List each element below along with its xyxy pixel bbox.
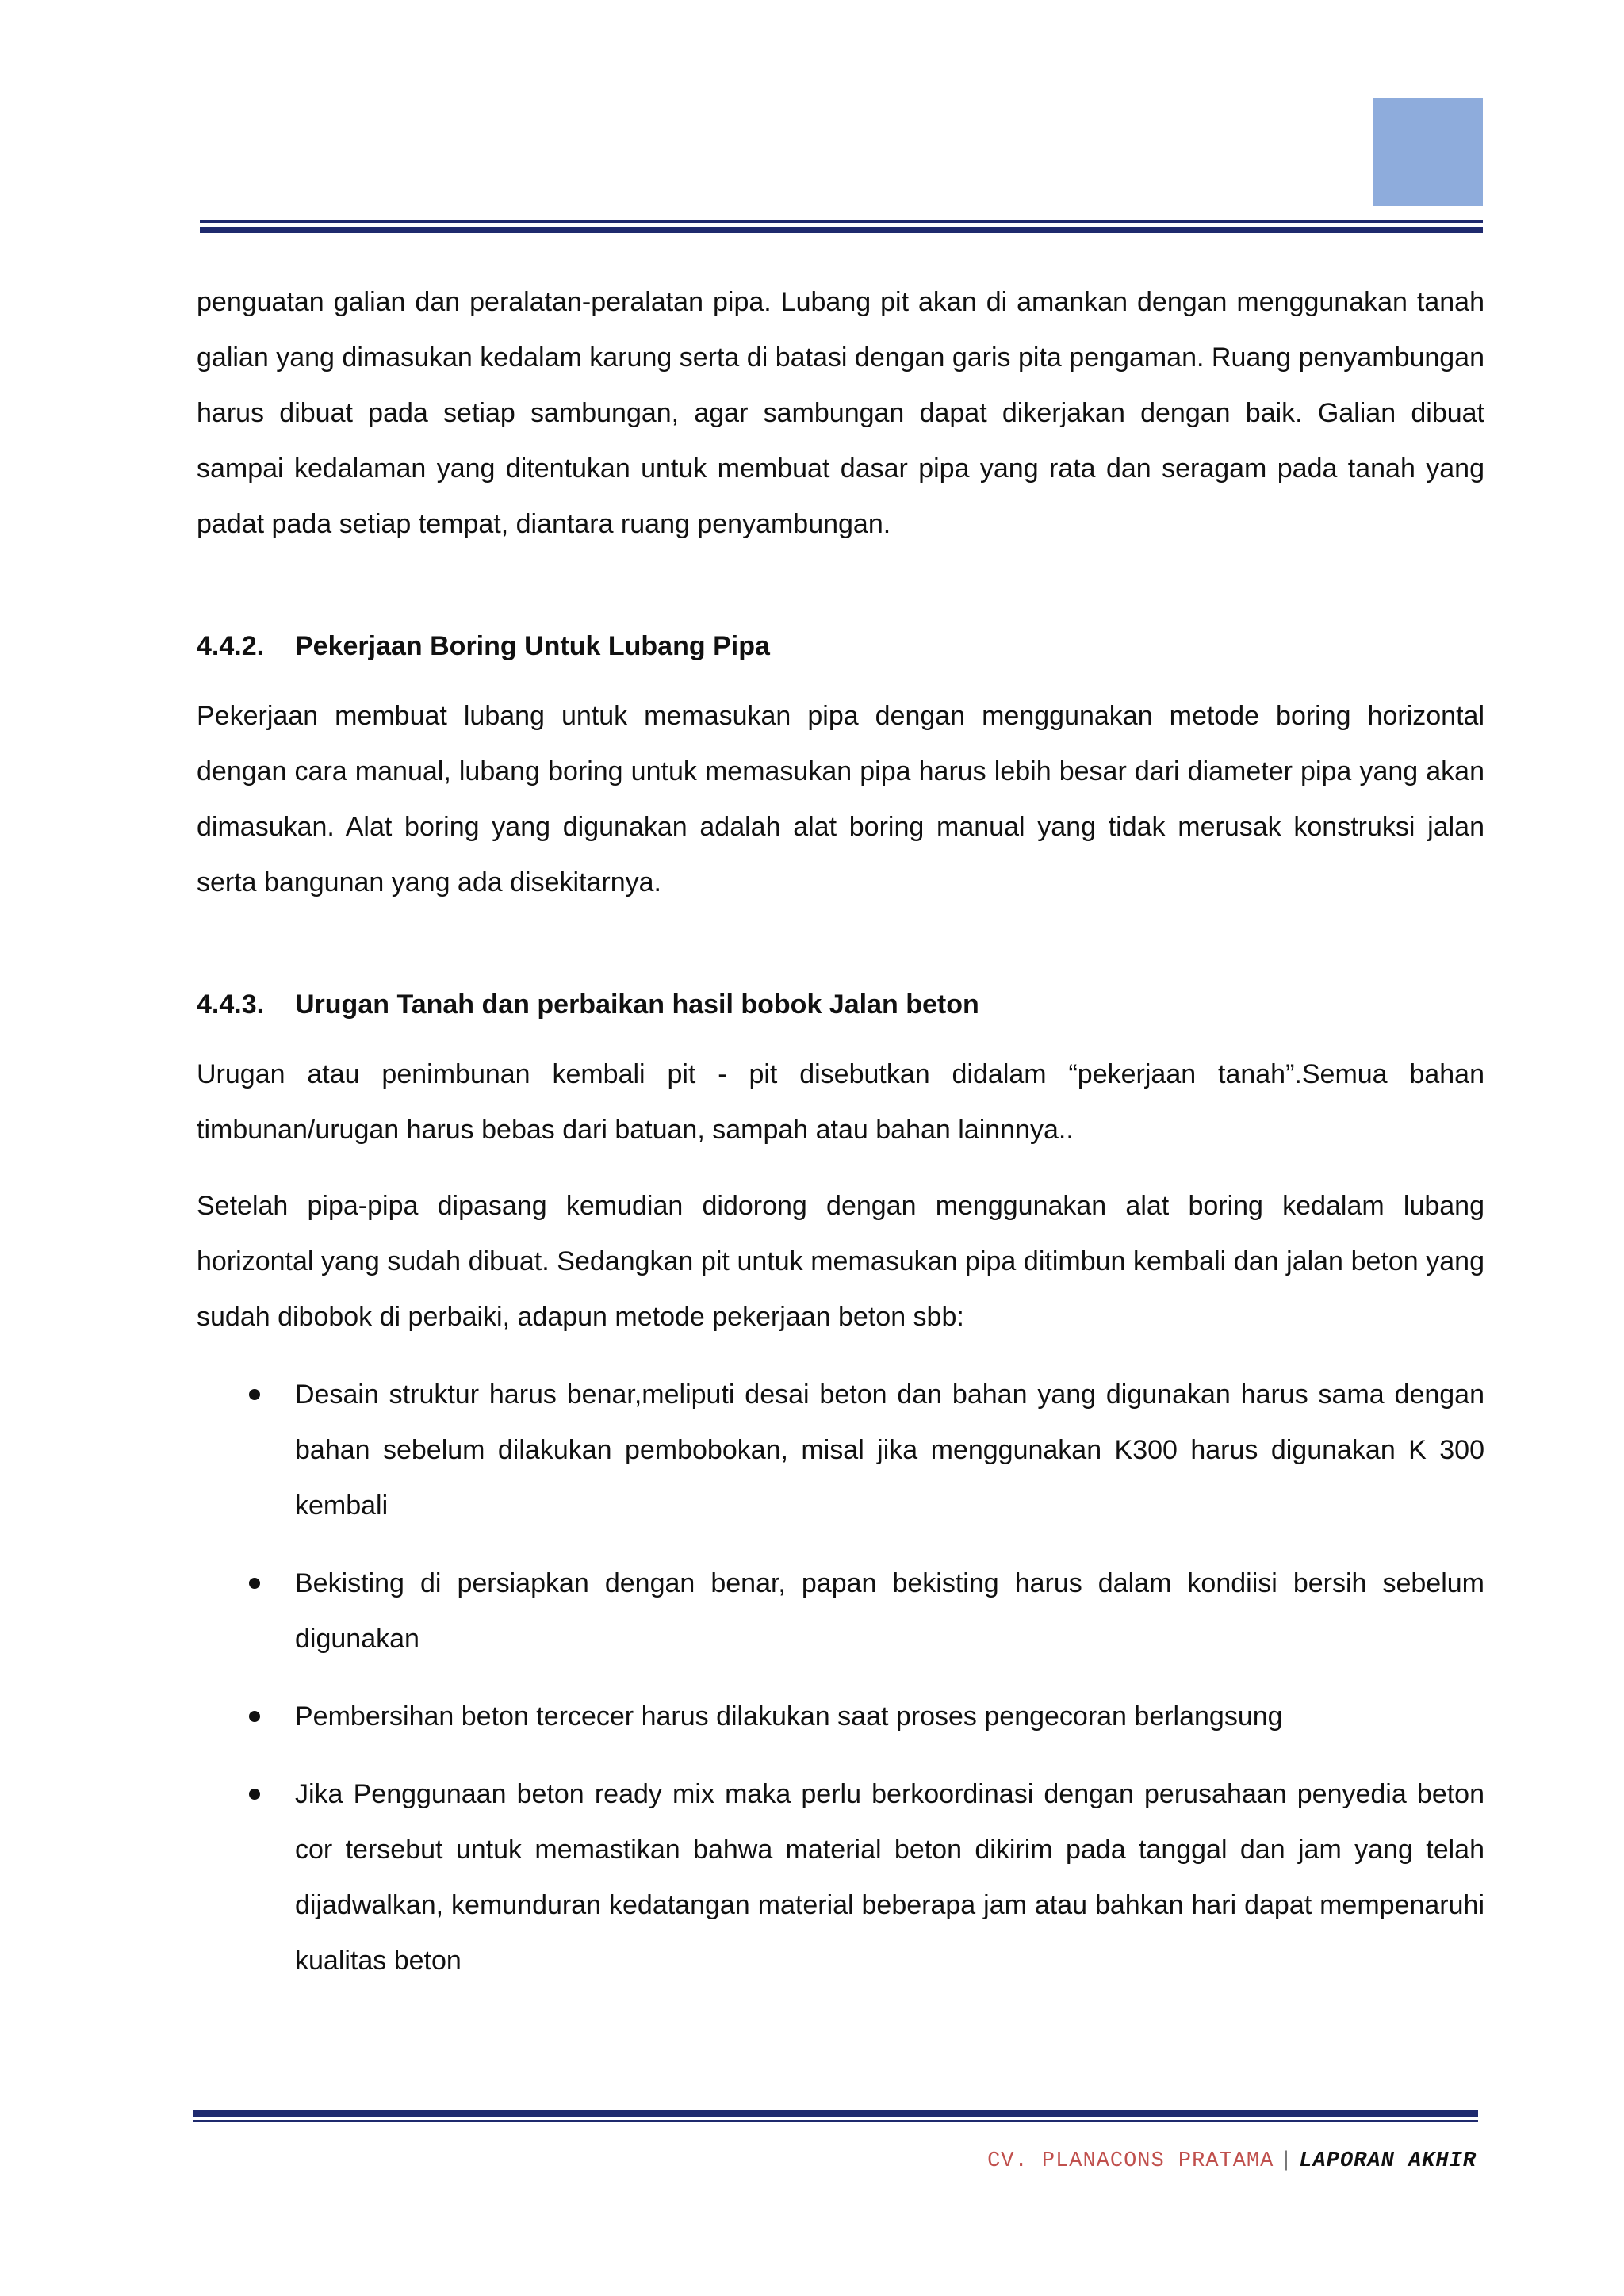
bullet-dot-icon	[249, 1711, 260, 1722]
section-title: Urugan Tanah dan perbaikan hasil bobok Jalan beton	[295, 989, 979, 1020]
header-rule	[200, 220, 1483, 221]
section-4-4-3-paragraph-1: Urugan atau penimbunan kembali pit - pit disebutkan didalam “pekerjaan tanah”.Semua bahan timbunan/urugan harus bebas dari batuan, sampah atau bahan lainnnya..	[197, 1059, 1484, 1145]
list-item-text: Desain struktur harus benar,meliputi desai beton dan bahan yang digunakan harus sama dengan bahan sebelum dilakukan pembobokan, misal jika menggunakan K300 harus digunakan K 300 kembali	[295, 1380, 1484, 1521]
footer-rule-thin	[193, 2120, 1478, 2122]
list-item	[197, 1556, 1484, 1667]
section-4-4-2-paragraph: Pekerjaan membuat lubang untuk memasukan pipa dengan menggunakan metode boring horizontal dengan cara manual, lubang boring untuk memasukan pipa harus lebih besar dari diameter pipa yang akan dimasukan. Alat boring yang digunakan adalah alat boring manual yang tidak merusak konstruksi jalan serta bangunan yang ada disekitarnya.	[197, 701, 1484, 897]
section-title: Pekerjaan Boring Untuk Lubang Pipa	[295, 631, 770, 661]
intro-paragraph: penguatan galian dan peralatan-peralatan pipa. Lubang pit akan di amankan dengan menggunakan tanah galian yang dimasukan kedalam karung serta di batasi dengan garis pita pengaman. Ruang penyambungan harus dibuat pada setiap sambungan, agar sambungan dapat dikerjakan dengan baik. Galian dibuat sampai kedalaman yang ditentukan untuk membuat dasar pipa yang rata dan seragam pada tanah yang padat pada setiap tempat, diantara ruang penyambungan.	[197, 287, 1484, 539]
footer-separator: |	[1283, 2147, 1290, 2171]
header-rule-thin	[200, 220, 1483, 223]
section-heading-4-4-2	[197, 628, 1484, 664]
footer-report-title: LAPORAN AKHIR	[1299, 2149, 1477, 2173]
footer-rule	[193, 2110, 1478, 2111]
bullet-dot-icon	[249, 1789, 260, 1800]
list-item-text: Pembersihan beton tercecer harus dilakukan saat proses pengecoran berlangsung	[295, 1701, 1283, 1732]
list-item	[197, 1766, 1484, 1988]
page-content	[197, 274, 1484, 1988]
page-footer	[987, 2147, 1477, 2173]
method-bullet-list	[197, 1367, 1484, 1988]
list-item-text: Jika Penggunaan beton ready mix maka perlu berkoordinasi dengan perusahaan penyedia beton cor tersebut untuk memastikan bahwa material beton dikirim pada tanggal dan jam yang telah dijadwalkan, kemunduran kedatangan material beberapa jam atau bahkan hari dapat mempenaruhi kualitas beton	[295, 1779, 1484, 1976]
section-4-4-3-paragraph-2: Setelah pipa-pipa dipasang kemudian didorong dengan menggunakan alat boring kedalam lubang horizontal yang sudah dibuat. Sedangkan pit untuk memasukan pipa ditimbun kembali dan jalan beton yang sudah dibobok di perbaiki, adapun metode pekerjaan beton sbb:	[197, 1191, 1484, 1332]
header-rule-thick	[200, 227, 1483, 233]
section-number: 4.4.3.	[197, 989, 265, 1020]
bullet-dot-icon	[249, 1578, 260, 1589]
list-item	[197, 1689, 1484, 1744]
section-heading-4-4-3	[197, 986, 1484, 1023]
header-accent-box	[1373, 98, 1483, 206]
footer-rule-thick	[193, 2110, 1478, 2117]
section-number: 4.4.2.	[197, 631, 265, 661]
list-item-text: Bekisting di persiapkan dengan benar, papan bekisting harus dalam kondiisi bersih sebelum digunakan	[295, 1568, 1484, 1654]
list-item	[197, 1367, 1484, 1533]
bullet-dot-icon	[249, 1389, 260, 1400]
footer-company: CV. PLANACONS PRATAMA	[987, 2149, 1274, 2173]
